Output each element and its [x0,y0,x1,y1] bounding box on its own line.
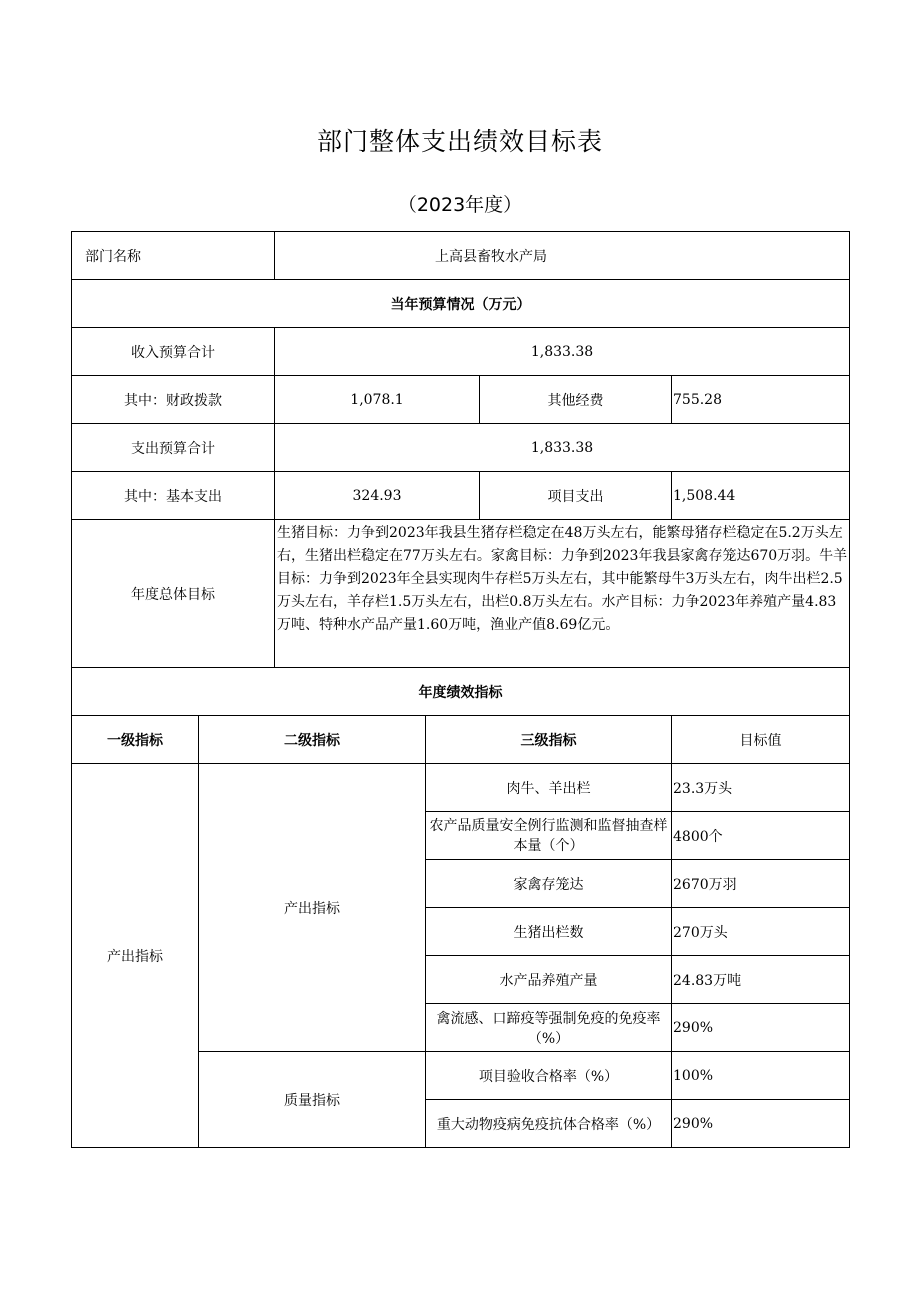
basic-expense-row [72,472,850,520]
expense-total-value: 1,833.38 [275,424,850,472]
level2-output: 产出指标 [199,764,426,1052]
department-row [72,232,850,280]
indicator-target: 100% [672,1052,850,1100]
indicator-target: 4800个 [672,812,850,860]
level3-header: 三级指标 [426,716,672,764]
budget-section-row [72,280,850,328]
indicator-name: 农产品质量安全例行监测和监督抽查样本量（个） [426,812,672,860]
level1-output: 产出指标 [72,764,199,1148]
fiscal-value: 1,078.1 [275,376,480,424]
other-funds-label: 其他经费 [480,376,672,424]
performance-target-table [71,231,850,1148]
annual-goal-text: 生猪目标：力争到2023年我县生猪存栏稳定在48万头左右，能繁母猪存栏稳定在5.2万头左右，生猪出栏稳定在77万头左右。家禽目标：力争到2023年我县家禽存笼达670万羽。牛羊目标：力争到2023年全县实现肉牛存栏5万头左右，其中能繁母牛3万头左右，肉牛出栏2.5万头左右，羊存栏1.5万头左右，出栏0.8万头左右。水产目标：力争2023年养殖产量4.83万吨、特种水产品产量1.60万吨，渔业产值8.69亿元。 [275,520,850,668]
indicator-target: 24.83万吨 [672,956,850,1004]
department-label: 部门名称 [72,232,275,280]
income-total-value: 1,833.38 [275,328,850,376]
department-value: 上高县畜牧水产局 [275,232,850,280]
expense-total-row [72,424,850,472]
indicator-target: 290% [672,1100,850,1148]
basic-expense-label: 其中：基本支出 [72,472,275,520]
budget-section-title: 当年预算情况（万元） [72,280,850,328]
page-subtitle: （2023年度） [397,194,523,216]
project-expense-label: 项目支出 [480,472,672,520]
project-expense-value: 1,508.44 [672,472,850,520]
indicator-target: 270万头 [672,908,850,956]
indicator-target: 23.3万头 [672,764,850,812]
annual-goal-label: 年度总体目标 [72,520,275,668]
performance-section-row [72,668,850,716]
income-total-row [72,328,850,376]
level2-quality: 质量指标 [199,1052,426,1148]
fiscal-row [72,376,850,424]
indicator-name: 重大动物疫病免疫抗体合格率（%） [426,1100,672,1148]
level2-header: 二级指标 [199,716,426,764]
basic-expense-value: 324.93 [275,472,480,520]
indicator-row [72,764,850,812]
page-title: 部门整体支出绩效目标表 [316,127,603,156]
indicator-target: 2670万羽 [672,860,850,908]
performance-section-title: 年度绩效指标 [72,668,850,716]
level1-header: 一级指标 [72,716,199,764]
indicator-name: 家禽存笼达 [426,860,672,908]
indicator-name: 水产品养殖产量 [426,956,672,1004]
fiscal-label: 其中：财政拨款 [72,376,275,424]
expense-total-label: 支出预算合计 [72,424,275,472]
indicator-header-row [72,716,850,764]
indicator-name: 肉牛、羊出栏 [426,764,672,812]
income-total-label: 收入预算合计 [72,328,275,376]
indicator-name: 禽流感、口蹄疫等强制免疫的免疫率（%） [426,1004,672,1052]
indicator-name: 生猪出栏数 [426,908,672,956]
annual-goal-row [72,520,850,668]
indicator-target: 290% [672,1004,850,1052]
indicator-name: 项目验收合格率（%） [426,1052,672,1100]
target-header: 目标值 [672,716,850,764]
other-funds-value: 755.28 [672,376,850,424]
